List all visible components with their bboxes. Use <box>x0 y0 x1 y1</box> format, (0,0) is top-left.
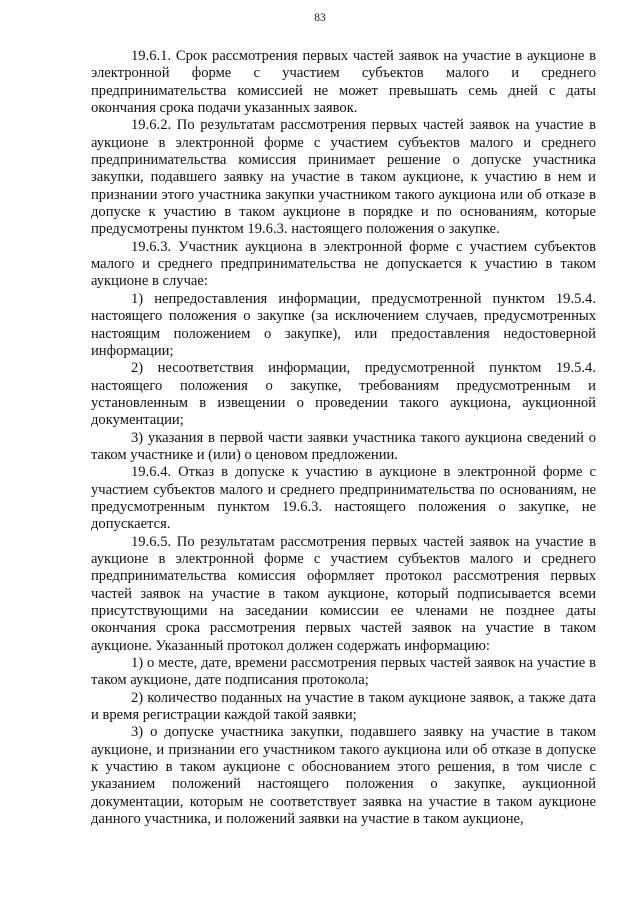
list-item-19-6-5-2: 2) количество поданных на участие в таком аукционе заявок, а также дата и время регистрации каждой такой заявки; <box>91 689 596 724</box>
paragraph-19-6-1: 19.6.1. Срок рассмотрения первых частей заявок на участие в аукционе в электронной форме с участием субъектов малого и среднего предпринимательства комиссией не может превышать семь дней с даты окончания срока подачи указанных заявок. <box>91 48 596 117</box>
list-item-19-6-3-2: 2) несоответствия информации, предусмотренной пунктом 19.5.4. настоящего положения о закупке, требованиям предусмотренным и установленным в извещении о проведении такого аукциона, аукционной документации; <box>91 360 596 429</box>
list-item-19-6-5-1: 1) о месте, дате, времени рассмотрения первых частей заявок на участие в таком аукционе, дате подписания протокола; <box>91 655 596 689</box>
paragraph-19-6-2: 19.6.2. По результатам рассмотрения первых частей заявок на участие в аукционе в электронной форме с участием субъектов малого и среднего предпринимательства комиссия принимает решение о допуске участника закупки, подавшего заявку на участие в таком аукционе, к участию в нем и признании этого участника закупки участником такого аукциона или об отказе в допуске к участию в таком аукционе в порядке и по основаниям, которые предусмотрены пунктом 19.6.3. настоящего положения о закупке. <box>91 117 596 238</box>
paragraph-19-6-4: 19.6.4. Отказ в допуске к участию в аукционе в электронной форме с участием субъектов малого и среднего предпринимательства по основаниям, не предусмотренным пунктом 19.6.3. настоящего положения о закупке, не допускается. <box>91 464 596 533</box>
document-body <box>91 48 596 828</box>
paragraph-19-6-5: 19.6.5. По результатам рассмотрения первых частей заявок на участие в аукционе в электронной форме с участием субъектов малого и среднего предпринимательства комиссия оформляет протокол рассмотрения первых частей заявок на участие в таком аукционе, который подписывается всеми присутствующими на заседании комиссии ее членами не позднее даты окончания срока рассмотрения первых частей заявок на участие в таком аукционе. Указанный протокол должен содержать информацию: <box>91 533 596 654</box>
list-item-19-6-3-3: 3) указания в первой части заявки участника такого аукциона сведений о таком участнике и (или) о ценовом предложении. <box>91 429 596 463</box>
paragraph-19-6-3: 19.6.3. Участник аукциона в электронной форме с участием субъектов малого и среднего предпринимательства не допускается к участию в таком аукционе в случае: <box>91 238 596 290</box>
list-item-19-6-5-3: 3) о допуске участника закупки, подавшего заявку на участие в таком аукционе, и признании его участником такого аукциона или об отказе в допуске к участию в таком аукционе с обоснованием этого решения, в том числе с указанием положений настоящего положения о закупке, аукционной документации, которым не соответствует заявка на участие в таком аукционе данного участника, и положений заявки на участие в таком аукционе, <box>91 724 596 828</box>
page-number: 83 <box>314 12 326 24</box>
list-item-19-6-3-1: 1) непредоставления информации, предусмотренной пунктом 19.5.4. настоящего положения о закупке (за исключением случаев, предусмотренных настоящим положением о закупке), или предоставления недостоверной информации; <box>91 290 596 359</box>
